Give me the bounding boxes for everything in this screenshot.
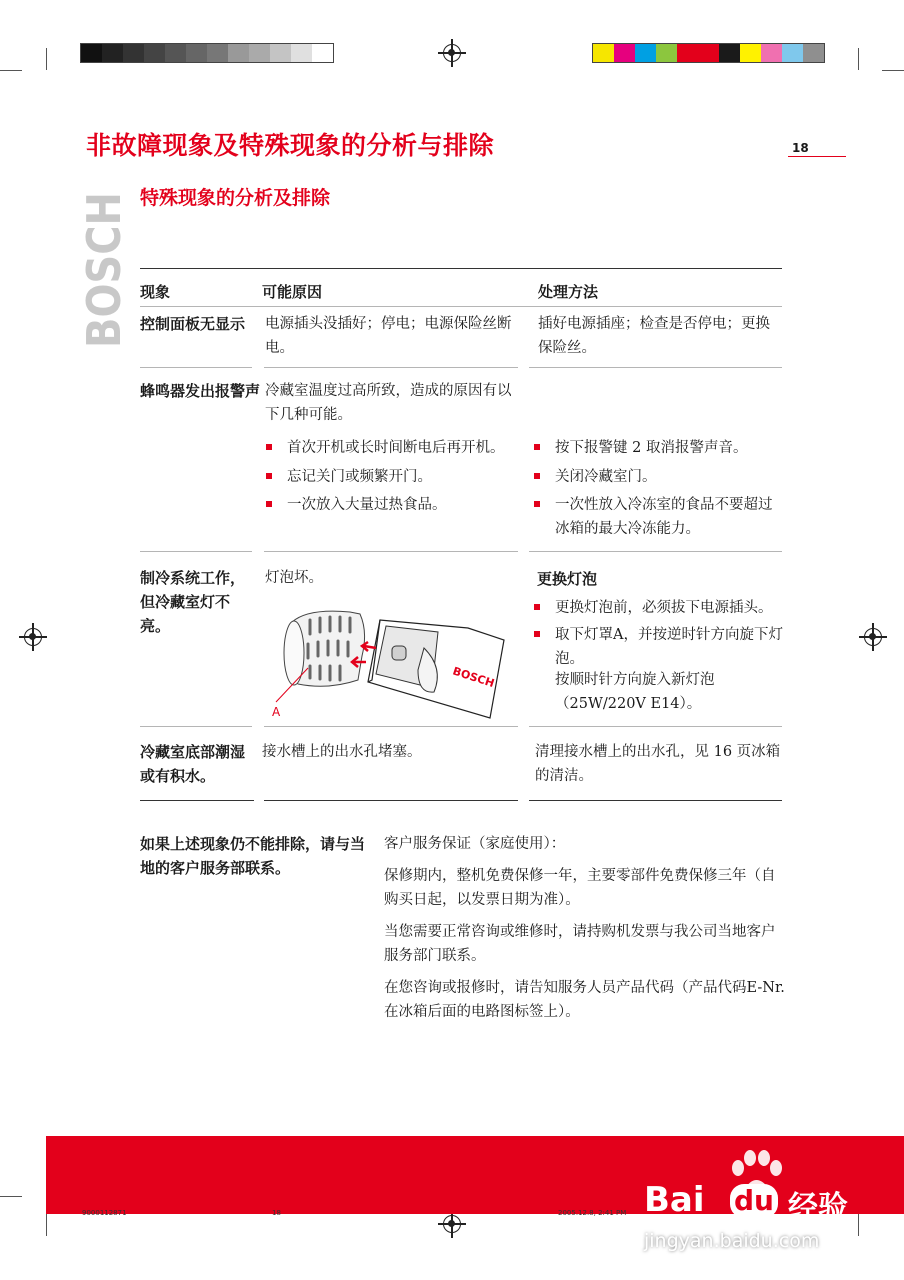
gray-swatch bbox=[270, 44, 291, 62]
cause-bullet: 首次开机或长时间断电后再开机。 bbox=[265, 436, 527, 460]
page-number: 18 bbox=[792, 141, 809, 155]
service-paragraph: 当您需要正常咨询或维修时，请持购机发票与我公司当地客户服务部门联系。 bbox=[384, 924, 776, 964]
gray-swatch bbox=[312, 44, 333, 62]
gray-swatch bbox=[186, 44, 207, 62]
table-row-symptom: 冷藏室底部潮湿或有积水。 bbox=[140, 743, 246, 785]
page-number-rule bbox=[788, 156, 846, 157]
watermark-du: du bbox=[730, 1184, 778, 1218]
remedy-bullet: 按下报警键 2 取消报警声音。 bbox=[533, 436, 785, 460]
page-title: 非故障现象及特殊现象的分析与排除 bbox=[86, 131, 495, 160]
color-swatch bbox=[761, 44, 782, 62]
row-divider bbox=[529, 367, 782, 368]
crop-mark bbox=[858, 48, 859, 70]
gray-swatch bbox=[207, 44, 228, 62]
gray-swatch bbox=[144, 44, 165, 62]
table-row-remedy: 清理接水槽上的出水孔，见 16 页冰箱的清洁。 bbox=[535, 744, 781, 784]
service-heading: 客户服务保证（家庭使用）： bbox=[384, 836, 566, 852]
gray-swatch bbox=[81, 44, 102, 62]
color-calibration-bar bbox=[592, 43, 825, 63]
footer-page: 18 bbox=[272, 1209, 281, 1217]
row-divider bbox=[140, 551, 252, 552]
color-swatch bbox=[614, 44, 635, 62]
brand-vertical-text: BOSCH bbox=[77, 168, 131, 348]
grayscale-calibration-bar bbox=[80, 43, 334, 63]
color-swatch bbox=[740, 44, 761, 62]
color-swatch bbox=[719, 44, 740, 62]
color-swatch bbox=[656, 44, 677, 62]
service-paragraph: 在您咨询或报修时，请告知服务人员产品代码（产品代码E-Nr.在冰箱后面的电路图标签上）。 bbox=[384, 980, 785, 1020]
table-row-symptom: 蜂鸣器发出报警声 bbox=[140, 382, 261, 400]
table-row-cause: 灯泡坏。 bbox=[265, 570, 323, 586]
row-divider bbox=[529, 551, 782, 552]
remedy-note: 按顺时针方向旋入新灯泡（25W/220V E14）。 bbox=[555, 672, 715, 712]
crop-mark bbox=[882, 70, 904, 71]
row-divider bbox=[264, 726, 518, 727]
figure-brand-text: BOSCH bbox=[451, 664, 496, 691]
watermark-product: 经验 bbox=[788, 1190, 848, 1225]
lamp-cover-icon bbox=[284, 611, 365, 686]
crop-mark bbox=[0, 70, 22, 71]
remedy-heading: 更换灯泡 bbox=[537, 570, 598, 588]
lamp-replacement-figure bbox=[268, 598, 514, 722]
table-row-symptom: 控制面板无显示 bbox=[140, 315, 246, 333]
table-row-cause: 接水槽上的出水孔堵塞。 bbox=[262, 744, 422, 760]
cause-bullet: 忘记关门或频繁开门。 bbox=[265, 465, 527, 489]
gray-swatch bbox=[228, 44, 249, 62]
registration-mark-icon bbox=[864, 628, 882, 646]
crop-mark bbox=[46, 1214, 47, 1236]
header-symptom: 现象 bbox=[140, 283, 171, 301]
color-swatch bbox=[803, 44, 824, 62]
crop-mark bbox=[0, 1196, 22, 1197]
row-divider bbox=[529, 726, 782, 727]
color-swatch bbox=[677, 44, 698, 62]
cause-bullet: 一次放入大量过热食品。 bbox=[265, 493, 527, 517]
gray-swatch bbox=[123, 44, 144, 62]
color-swatch bbox=[593, 44, 614, 62]
footer-timestamp: 2005.12.8, 2:41 PM bbox=[558, 1209, 627, 1217]
remedy-bullet: 关闭冷藏室门。 bbox=[533, 465, 785, 489]
contact-note: 如果上述现象仍不能排除，请与当地的客户服务部联系。 bbox=[140, 835, 366, 877]
gray-swatch bbox=[291, 44, 312, 62]
service-paragraph: 保修期内，整机免费保修一年，主要零部件免费保修三年（自购买日起，以发票日期为准）。 bbox=[384, 868, 776, 908]
remedy-bullet: 取下灯罩A，并按逆时针方向旋下灯泡。 bbox=[533, 623, 787, 671]
remedy-bullet: 一次性放入冷冻室的食品不要超过冰箱的最大冷冻能力。 bbox=[533, 493, 785, 541]
table-row-cause: 电源插头没插好；停电；电源保险丝断电。 bbox=[265, 316, 512, 356]
color-swatch bbox=[635, 44, 656, 62]
header-cause: 可能原因 bbox=[262, 283, 323, 301]
crop-mark bbox=[46, 48, 47, 70]
lamp-housing-icon bbox=[368, 620, 504, 718]
table-row-cause: 冷藏室温度过高所致，造成的原因有以下几种可能。 bbox=[265, 383, 512, 423]
registration-mark-icon bbox=[443, 44, 461, 62]
registration-mark-icon bbox=[443, 1215, 461, 1233]
color-swatch bbox=[782, 44, 803, 62]
gray-swatch bbox=[165, 44, 186, 62]
table-top-rule bbox=[140, 268, 782, 269]
gray-swatch bbox=[102, 44, 123, 62]
table-row-remedy: 插好电源插座；检查是否停电；更换保险丝。 bbox=[538, 316, 770, 356]
baidu-watermark bbox=[640, 1150, 860, 1260]
color-swatch bbox=[698, 44, 719, 62]
gray-swatch bbox=[249, 44, 270, 62]
figure-label-a: A bbox=[272, 705, 281, 719]
table-bottom-rule bbox=[140, 800, 254, 801]
section-subtitle: 特殊现象的分析及排除 bbox=[140, 187, 331, 209]
table-bottom-rule bbox=[264, 800, 518, 801]
watermark-brand: Bai bbox=[644, 1180, 705, 1220]
footer-code: 9000112871 bbox=[82, 1209, 127, 1217]
bosch-vertical-logo bbox=[77, 168, 131, 350]
table-header-rule bbox=[140, 306, 782, 307]
row-divider bbox=[140, 726, 252, 727]
remedy-bullet: 更换灯泡前，必须拔下电源插头。 bbox=[533, 596, 787, 620]
registration-mark-icon bbox=[24, 628, 42, 646]
table-row-symptom: 制冷系统工作，但冷藏室灯不亮。 bbox=[140, 569, 246, 635]
header-remedy: 处理方法 bbox=[538, 283, 599, 301]
watermark-url: jingyan.baidu.com bbox=[644, 1230, 820, 1252]
table-bottom-rule bbox=[529, 800, 782, 801]
row-divider bbox=[264, 367, 518, 368]
row-divider bbox=[264, 551, 518, 552]
row-divider bbox=[140, 367, 252, 368]
